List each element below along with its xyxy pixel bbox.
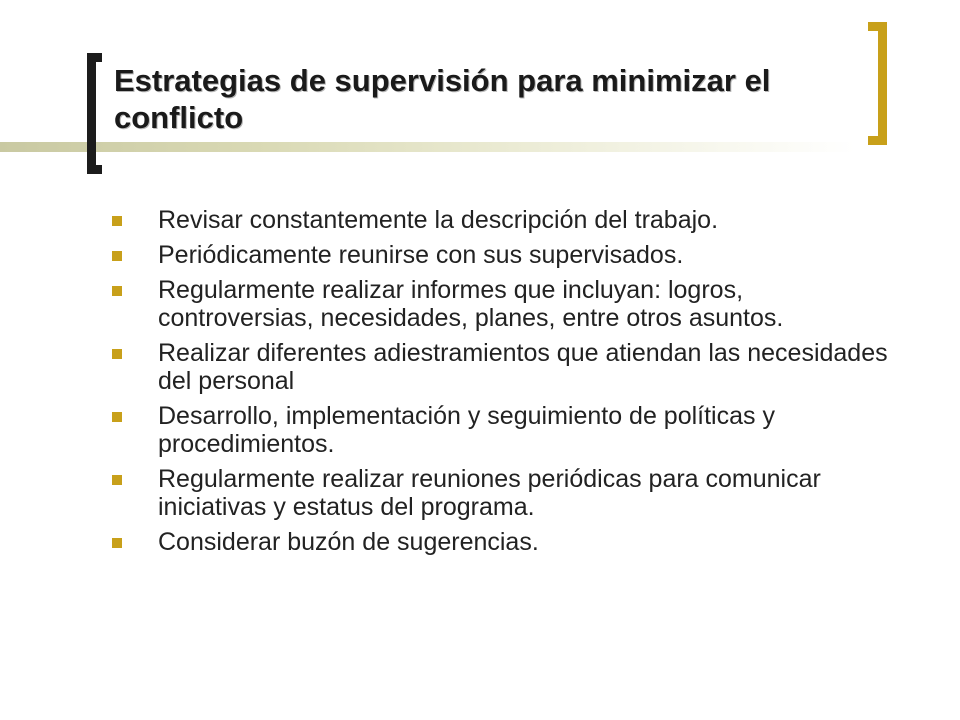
square-bullet-icon [112, 251, 122, 261]
square-bullet-icon [112, 412, 122, 422]
bullet-text: Desarrollo, implementación y seguimiento de políticas y procedimientos. [158, 402, 775, 458]
title-underline-rule [0, 142, 855, 152]
bullet-item [112, 276, 892, 332]
bullet-list [112, 206, 892, 563]
bullet-item [112, 339, 892, 395]
bullet-item [112, 528, 892, 556]
left-bracket-decoration [87, 53, 102, 174]
bullet-text: Revisar constantemente la descripción del trabajo. [158, 206, 719, 234]
bullet-text: Realizar diferentes adiestramientos que atiendan las necesidades del personal [158, 339, 888, 395]
square-bullet-icon [112, 538, 122, 548]
bullet-item [112, 465, 892, 521]
bullet-item [112, 241, 892, 269]
bullet-text: Considerar buzón de sugerencias. [158, 528, 539, 556]
right-bracket-decoration [868, 22, 887, 145]
bullet-text: Periódicamente reunirse con sus supervisados. [158, 241, 684, 269]
bullet-text: Regularmente realizar informes que incluyan: logros, controversias, necesidades, planes, entre otros asuntos. [158, 276, 784, 332]
square-bullet-icon [112, 475, 122, 485]
bullet-item [112, 402, 892, 458]
bullet-item [112, 206, 892, 234]
slide-title: Estrategias de supervisión para minimizar el conflicto [114, 63, 771, 135]
square-bullet-icon [112, 216, 122, 226]
square-bullet-icon [112, 286, 122, 296]
square-bullet-icon [112, 349, 122, 359]
bullet-text: Regularmente realizar reuniones periódicas para comunicar iniciativas y estatus del programa. [158, 465, 821, 521]
